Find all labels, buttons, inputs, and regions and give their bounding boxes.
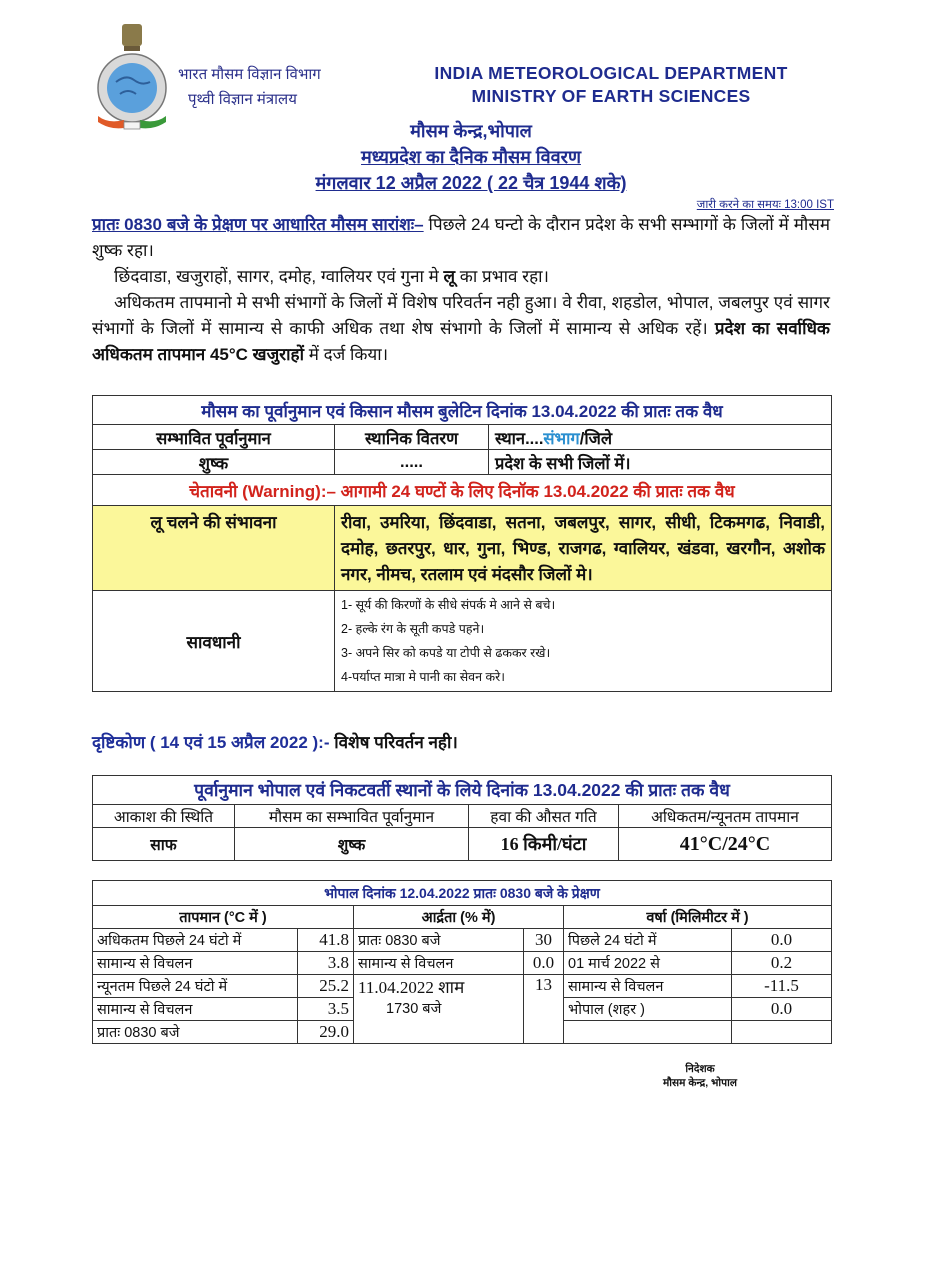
rain-label: पिछले 24 घंटो में bbox=[564, 929, 732, 952]
summary-para-1 bbox=[92, 212, 830, 264]
temp-label: अधिकतम पिछले 24 घंटो में bbox=[93, 929, 298, 952]
heatwave-districts: रीवा, उमरिया, छिंदवाडा, सतना, जबलपुर, सागर, सीधी, टिकमगढ, निवाडी, दमोह, छतरपुर, धार, गुना, भिण्ड, राजगढ, ग्वालियर, खंडवा, खरगौन, अशोक नगर, नीमच, रतलाम एवं मंदसौर जिलों मे। bbox=[335, 506, 832, 591]
col-header-location bbox=[489, 425, 832, 450]
col-header-temperature: तापमान (°C में ) bbox=[93, 906, 354, 929]
signature bbox=[640, 1062, 760, 1090]
weather-summary bbox=[92, 212, 830, 368]
english-org-name bbox=[392, 62, 830, 108]
max-temp-highlight: प्रदेश का सर्वाधिक अधिकतम तापमान 45°C खजुराहों bbox=[92, 319, 830, 364]
hindi-org-name bbox=[178, 62, 321, 112]
bhopal-forecast-title: पूर्वानुमान भोपाल एवं निकटवर्ती स्थानों के लिये दिनांक 13.04.2022 की प्रातः तक वैध bbox=[93, 776, 832, 805]
observation-title-row bbox=[93, 881, 832, 906]
rain-value: 0.0 bbox=[732, 998, 832, 1021]
bhopal-forecast-title-row bbox=[93, 776, 832, 805]
observation-table bbox=[92, 880, 832, 1044]
signature-title: निदेशक bbox=[685, 1063, 715, 1075]
issue-time: जारी करने का समयः 13:00 IST bbox=[696, 199, 834, 211]
rain-label: सामान्य से विचलन bbox=[564, 975, 732, 998]
forecast-title: मौसम का पूर्वानुमान एवं किसान मौसम बुलेटिन दिनांक 13.04.2022 की प्रातः तक वैध bbox=[93, 396, 832, 425]
heatwave-row bbox=[93, 506, 832, 591]
hindi-ministry-name: पृथ्वी विज्ञान मंत्रालय bbox=[188, 91, 297, 108]
temp-value: 41°C/24°C bbox=[619, 828, 832, 861]
caution-list bbox=[335, 591, 832, 692]
rain-value: 0.0 bbox=[732, 929, 832, 952]
heatwave-term: लू bbox=[443, 267, 456, 286]
bhopal-forecast-header-row bbox=[93, 805, 832, 828]
summary-text-3b: में दर्ज किया। bbox=[303, 345, 389, 364]
humidity-date: 11.04.2022 शाम bbox=[358, 978, 465, 997]
district-label: /जिले bbox=[579, 429, 613, 448]
caution-label: सावधानी bbox=[93, 591, 335, 692]
report-heading bbox=[0, 118, 942, 196]
temp-label: सामान्य से विचलन bbox=[93, 952, 298, 975]
observation-title: भोपाल दिनांक 12.04.2022 प्रातः 0830 बजे के प्रेक्षण bbox=[93, 881, 832, 906]
humidity-label: सामान्य से विचलन bbox=[354, 952, 524, 975]
observation-row bbox=[93, 929, 832, 952]
english-dept-name: INDIA METEOROLOGICAL DEPARTMENT bbox=[434, 63, 788, 83]
humidity-value: 30 bbox=[524, 929, 564, 952]
report-date: मंगलवार 12 अप्रैल 2022 ( 22 चैत्र 1944 शके) bbox=[315, 173, 627, 193]
wind-value: 16 किमी/घंटा bbox=[469, 828, 619, 861]
caution-item: 2- हल्के रंग के सूती कपडे पहने। bbox=[341, 622, 485, 636]
caution-row bbox=[93, 591, 832, 692]
sky-value: साफ bbox=[93, 828, 235, 861]
humidity-time: 1730 बजे bbox=[386, 1001, 442, 1017]
temp-value: 25.2 bbox=[298, 975, 354, 998]
col-header-sky: आकाश की स्थिति bbox=[93, 805, 235, 828]
hindi-dept-name: भारत मौसम विज्ञान विभाग bbox=[178, 66, 321, 83]
rain-value-empty bbox=[732, 1021, 832, 1044]
signature-office: मौसम केन्द्र, भोपाल bbox=[663, 1077, 737, 1089]
humidity-label bbox=[354, 975, 524, 1044]
rain-label: 01 मार्च 2022 से bbox=[564, 952, 732, 975]
col-header-wind: हवा की औसत गति bbox=[469, 805, 619, 828]
caution-item: 1- सूर्य की किरणों के सीधे संपर्क मे आने से बचे। bbox=[341, 598, 556, 612]
humidity-value: 0.0 bbox=[524, 952, 564, 975]
outlook-label: दृष्टिकोण ( 14 एवं 15 अप्रैल 2022 ):- bbox=[92, 733, 330, 752]
bhopal-forecast-table bbox=[92, 775, 832, 861]
temp-value: 3.8 bbox=[298, 952, 354, 975]
weather-value: शुष्क bbox=[235, 828, 469, 861]
temp-value: 41.8 bbox=[298, 929, 354, 952]
warning-row bbox=[93, 475, 832, 506]
col-header-humidity: आर्द्रता (% में) bbox=[354, 906, 564, 929]
summary-para-3 bbox=[92, 290, 830, 368]
col-header-spatial-distribution: स्थानिक वितरण bbox=[335, 425, 489, 450]
heatwave-label: लू चलने की संभावना bbox=[93, 506, 335, 591]
temp-value: 3.5 bbox=[298, 998, 354, 1021]
forecast-value: शुष्क bbox=[93, 450, 335, 475]
outlook-text: विशेष परिवर्तन नही। bbox=[329, 733, 458, 752]
caution-item: 3- अपने सिर को कपडे या टोपी से ढककर रखे। bbox=[341, 646, 551, 660]
temp-label: प्रातः 0830 बजे bbox=[93, 1021, 298, 1044]
location-label: स्थान.... bbox=[495, 429, 544, 448]
center-name: मौसम केन्द्र,भोपाल bbox=[410, 121, 532, 141]
col-header-probable-forecast: सम्भावित पूर्वानुमान bbox=[93, 425, 335, 450]
rain-value: -11.5 bbox=[732, 975, 832, 998]
summary-para-2 bbox=[92, 264, 830, 290]
summary-lead: प्रातः 0830 बजे के प्रेक्षण पर आधारित मौसम सारांशः– bbox=[92, 215, 424, 234]
report-title: मध्यप्रदेश का दैनिक मौसम विवरण bbox=[361, 147, 581, 167]
observation-row bbox=[93, 952, 832, 975]
temp-value: 29.0 bbox=[298, 1021, 354, 1044]
summary-text-1: पिछले 24 घन्टो के दौरान प्रदेश के सभी सम्भागों के जिलों में मौसम शुष्क रहा। bbox=[92, 215, 830, 260]
humidity-value: 13 bbox=[524, 975, 564, 1044]
summary-text-3a: अधिकतम तापमानो मे सभी संभागों के जिलों में विशेष परिवर्तन नही हुआ। वे रीवा, शहडोल, भोपाल, जबलपुर एवं सागर संभागों के जिलों में सामान्य से काफी अधिक तथा शेष संभागो के जिलों में सामान्य से अधिक रहें। bbox=[92, 293, 830, 338]
col-header-temp: अधिकतम/न्यूनतम तापमान bbox=[619, 805, 832, 828]
rain-label-empty bbox=[564, 1021, 732, 1044]
outlook bbox=[92, 730, 458, 753]
forecast-header-row bbox=[93, 425, 832, 450]
forecast-table bbox=[92, 395, 832, 692]
col-header-weather: मौसम का सम्भावित पूर्वानुमान bbox=[235, 805, 469, 828]
forecast-row bbox=[93, 450, 832, 475]
bhopal-forecast-values-row bbox=[93, 828, 832, 861]
location-value: प्रदेश के सभी जिलों में। bbox=[489, 450, 832, 475]
spatial-value: ..... bbox=[335, 450, 489, 475]
temp-label: न्यूनतम पिछले 24 घंटो में bbox=[93, 975, 298, 998]
caution-item: 4-पर्याप्त मात्रा मे पानी का सेवन करे। bbox=[341, 670, 505, 684]
division-label: संभाग bbox=[543, 429, 580, 448]
forecast-title-row bbox=[93, 396, 832, 425]
humidity-label: प्रातः 0830 बजे bbox=[354, 929, 524, 952]
rain-label: भोपाल (शहर ) bbox=[564, 998, 732, 1021]
summary-text-2a: छिंदवाडा, खजुराहों, सागर, दमोह, ग्वालियर एवं गुना मे bbox=[114, 267, 444, 286]
observation-row bbox=[93, 975, 832, 998]
english-ministry-name: MINISTRY OF EARTH SCIENCES bbox=[471, 86, 751, 106]
observation-header-row bbox=[93, 906, 832, 929]
temp-label: सामान्य से विचलन bbox=[93, 998, 298, 1021]
rain-value: 0.2 bbox=[732, 952, 832, 975]
col-header-rainfall: वर्षा (मिलिमीटर में ) bbox=[564, 906, 832, 929]
summary-text-2b: का प्रभाव रहा। bbox=[455, 267, 549, 286]
warning-title: चेतावनी (Warning):– आगामी 24 घण्टों के लिए दिनॉक 13.04.2022 की प्रातः तक वैध bbox=[93, 475, 832, 506]
